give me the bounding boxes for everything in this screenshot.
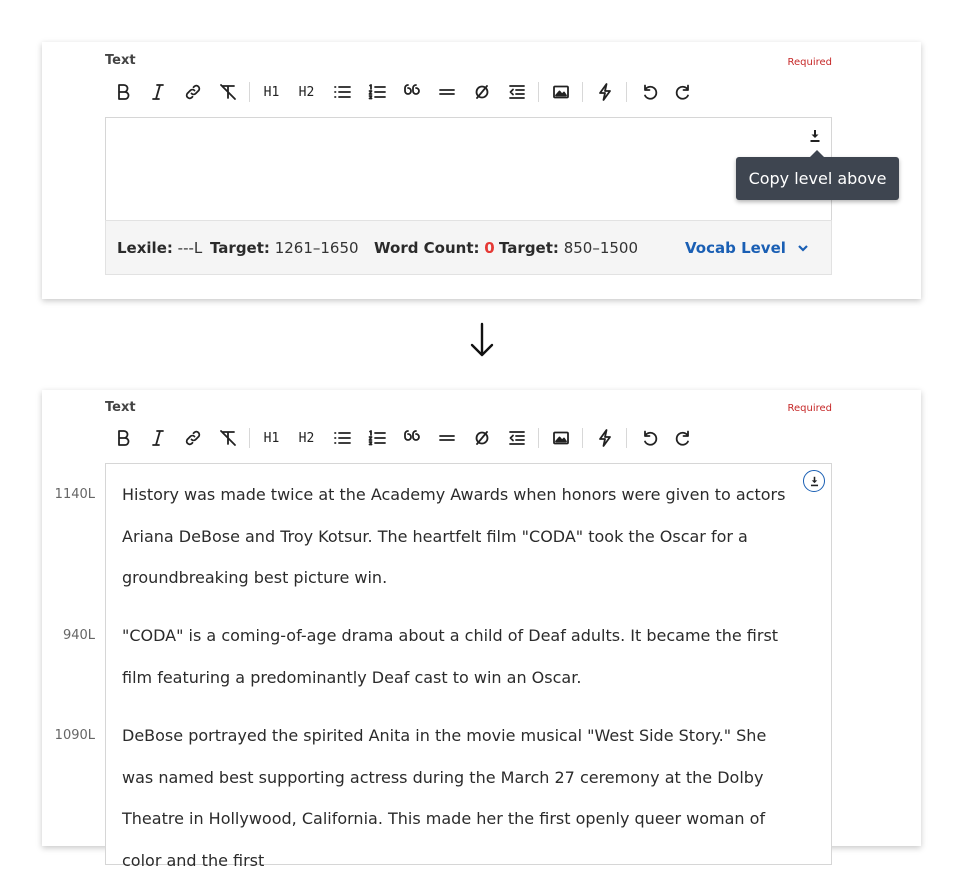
italic-button[interactable] [140, 77, 175, 107]
redo-icon [674, 428, 694, 448]
link-button[interactable] [175, 77, 210, 107]
lightning-icon [595, 428, 615, 448]
outdent-button[interactable] [499, 423, 534, 453]
lightning-button[interactable] [587, 77, 622, 107]
undo-icon [639, 428, 659, 448]
toolbar-divider [538, 82, 539, 102]
empty-set-button[interactable] [464, 77, 499, 107]
heading-1-button[interactable]: H1 [263, 84, 280, 100]
redo-button[interactable] [666, 423, 701, 453]
insert-image-button[interactable] [543, 423, 578, 453]
editor-card-before [42, 42, 921, 299]
required-indicator: Required [787, 403, 832, 414]
download-icon [808, 129, 822, 143]
field-label: Text [105, 53, 136, 68]
horizontal-rule-button[interactable] [429, 423, 464, 453]
paragraph: DeBose portrayed the spirited Anita in the movie musical "West Side Story." She was named best supporting actress during the March 27 ceremony at the Dolby Theatre in Hollywood, California. This made her the first openly queer woman of color and the first [122, 726, 767, 870]
bullet-list-icon [332, 82, 352, 102]
undo-icon [639, 82, 659, 102]
redo-icon [674, 82, 694, 102]
toolbar-divider [249, 428, 250, 448]
bold-button[interactable] [105, 77, 140, 107]
clear-format-icon [218, 82, 238, 102]
outdent-icon [507, 82, 527, 102]
bold-button[interactable] [105, 423, 140, 453]
toolbar-divider [582, 82, 583, 102]
lexile-readout: Lexile: ---L [117, 238, 203, 257]
editor-card-after [42, 390, 921, 870]
horizontal-rule-button[interactable] [429, 77, 464, 107]
numbered-list-icon [367, 82, 387, 102]
heading-2-button[interactable]: H2 [298, 84, 315, 100]
download-icon [809, 476, 820, 487]
italic-icon [148, 428, 168, 448]
outdent-button[interactable] [499, 77, 534, 107]
paragraph: "CODA" is a coming-of-age drama about a child of Deaf adults. It became the first film featuring a predominantly Deaf cast to win an Oscar. [122, 626, 779, 687]
numbered-list-icon [367, 428, 387, 448]
undo-button[interactable] [631, 423, 666, 453]
bold-icon [113, 82, 133, 102]
paragraph-lexile: 1090L [54, 728, 95, 743]
formatting-toolbar [105, 77, 701, 107]
redo-button[interactable] [666, 77, 701, 107]
copy-level-button[interactable] [803, 470, 825, 492]
heading-2-button[interactable]: H2 [298, 430, 315, 446]
word-count-value: 0 [484, 238, 495, 257]
lightning-icon [595, 82, 615, 102]
numbered-list-button[interactable] [359, 77, 394, 107]
numbered-list-button[interactable] [359, 423, 394, 453]
tooltip-copy-level: Copy level above [736, 157, 899, 200]
clear-format-button[interactable] [210, 423, 245, 453]
text-editor-empty[interactable] [105, 117, 832, 220]
heading-1-button[interactable]: H1 [263, 430, 280, 446]
paragraph: History was made twice at the Academy Awards when honors were given to actors Ariana DeBose and Troy Kotsur. The heartfelt film "CODA" took the Oscar for a groundbreaking best picture win. [122, 485, 786, 587]
blockquote-button[interactable] [394, 77, 429, 107]
toolbar-divider [626, 428, 627, 448]
empty-set-icon [472, 428, 492, 448]
clear-format-icon [218, 428, 238, 448]
link-icon [183, 82, 203, 102]
field-label: Text [105, 400, 136, 415]
italic-button[interactable] [140, 423, 175, 453]
link-icon [183, 428, 203, 448]
empty-set-icon [472, 82, 492, 102]
empty-set-button[interactable] [464, 423, 499, 453]
paragraph-lexile: 1140L [54, 487, 95, 502]
paragraph-lexile: 940L [62, 628, 95, 643]
word-target-readout: Target: 850–1500 [499, 238, 638, 257]
bullet-list-button[interactable] [324, 77, 359, 107]
lexile-target-readout: Target: 1261–1650 [210, 238, 359, 257]
status-bar [105, 220, 832, 275]
copy-level-button[interactable] [805, 126, 825, 146]
quote-icon [402, 428, 422, 448]
required-indicator: Required [787, 57, 832, 68]
word-count-readout: Word Count: 0 [374, 238, 495, 257]
lightning-button[interactable] [587, 423, 622, 453]
image-icon [551, 82, 571, 102]
quote-icon [402, 82, 422, 102]
undo-button[interactable] [631, 77, 666, 107]
link-button[interactable] [175, 423, 210, 453]
vocab-level-dropdown[interactable]: Vocab Level [685, 239, 810, 257]
formatting-toolbar [105, 423, 701, 453]
toolbar-divider [626, 82, 627, 102]
horizontal-rule-icon [437, 82, 457, 102]
clear-format-button[interactable] [210, 77, 245, 107]
chevron-down-icon [796, 241, 810, 255]
horizontal-rule-icon [437, 428, 457, 448]
image-icon [551, 428, 571, 448]
toolbar-divider [582, 428, 583, 448]
bullet-list-icon [332, 428, 352, 448]
blockquote-button[interactable] [394, 423, 429, 453]
toolbar-divider [538, 428, 539, 448]
arrow-down-icon [468, 322, 496, 358]
insert-image-button[interactable] [543, 77, 578, 107]
outdent-icon [507, 428, 527, 448]
bullet-list-button[interactable] [324, 423, 359, 453]
italic-icon [148, 82, 168, 102]
toolbar-divider [249, 82, 250, 102]
bold-icon [113, 428, 133, 448]
